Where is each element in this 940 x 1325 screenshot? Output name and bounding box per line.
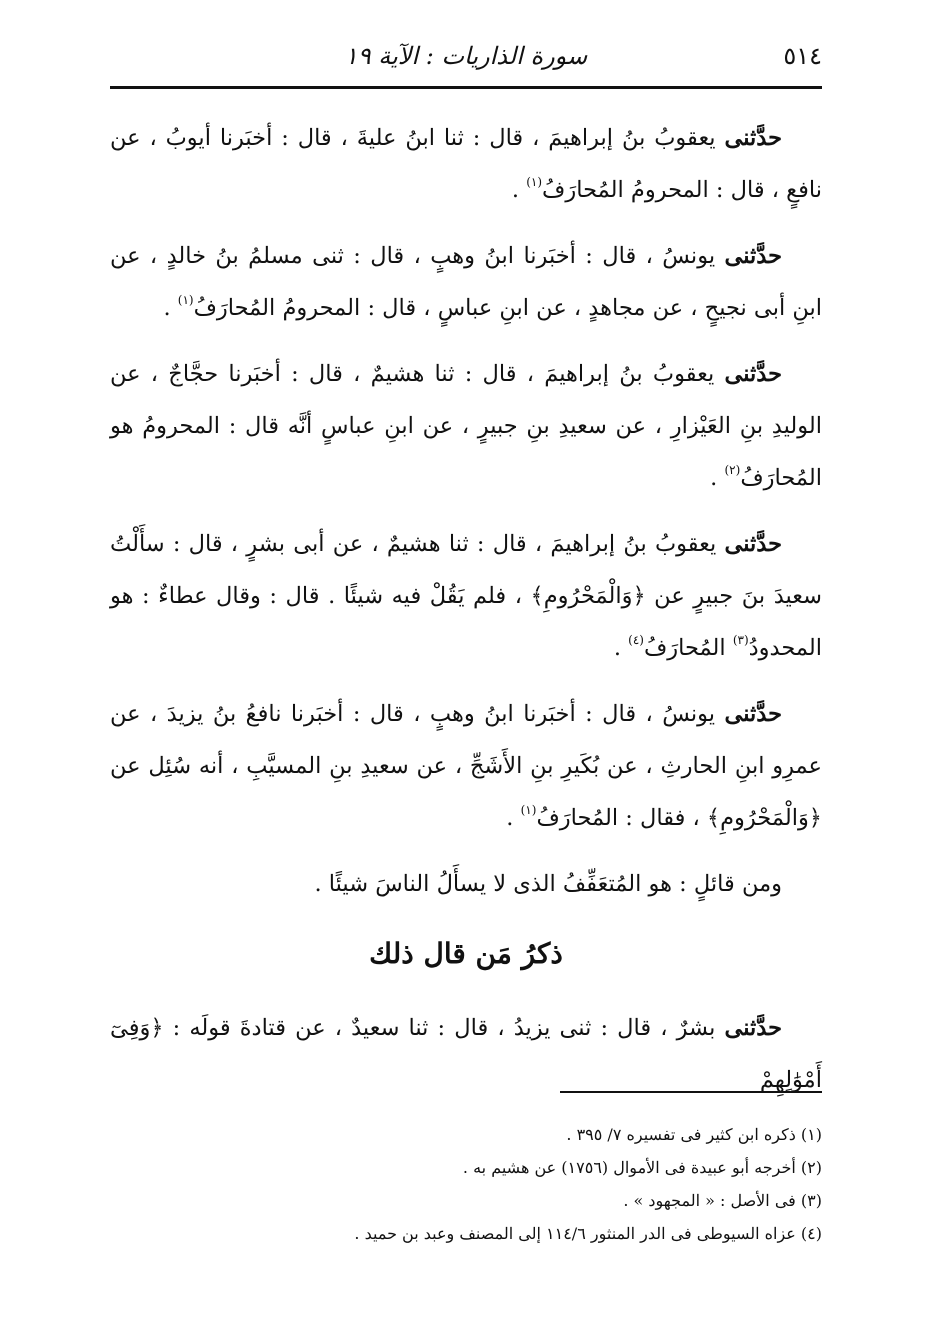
footnote-1: (١) ذكره ابن كثير فى تفسيره ٧/ ٣٩٥ . <box>566 1125 822 1144</box>
footnote-2: (٢) أخرجه أبو عبيدة فى الأموال (١٧٥٦) عن هشيم به . <box>462 1158 822 1177</box>
paragraph-tail: . <box>163 295 178 321</box>
paragraph-tail: . <box>506 805 521 831</box>
footnote-ref: (١) <box>177 293 194 307</box>
footnote-ref: (١) <box>520 803 537 817</box>
paragraph-lead: حدَّثنى <box>724 243 782 269</box>
footnote-3: (٣) فى الأصل : « المجهود » . <box>623 1191 822 1210</box>
paragraph-lead: حدَّثنى <box>724 125 782 151</box>
paragraph-lead: حدَّثنى <box>724 1015 782 1041</box>
header-rule <box>110 86 822 89</box>
paragraph-4 <box>110 518 822 674</box>
paragraph-5 <box>110 688 822 844</box>
paragraph-text: يعقوبُ بنُ إبراهيمَ ، قال : ثنا هشيمٌ ، عن أبى بشرٍ ، قال : سأَلْتُ سعيدَ بنَ جبيرٍ عن ﴿وَالْمَحْرُومِ﴾ ، فلم يَقُلْ فيه شيئًا . قال : وقال عطاءٌ : هو المحدودُ <box>110 531 822 661</box>
footnote-rule <box>560 1091 822 1093</box>
footnotes <box>110 1118 822 1250</box>
paragraph-tail: . <box>613 635 629 661</box>
paragraph-text: بشرٌ ، قال : ثنى يزيدُ ، قال : ثنا سعيدٌ ، عن قتادةَ قولَه : ﴿وَفِىٓ أَمْوَٰلِهِمْ <box>110 1015 822 1093</box>
running-title: سورة الذاريات : الآية ١٩ <box>344 42 588 70</box>
paragraph-text: يونسُ ، قال : أخبَرنا ابنُ وهبٍ ، قال : أخبَرنا نافعُ بنُ يزيدَ ، عن عمرِو ابنِ الحارثِ ، عن بُكَيرِ بنِ الأَشَجِّ ، عن سعيدِ بنِ المسيَّبِ ، أنه سُئِل عن ﴿وَالْمَحْرُومِ﴾ ، فقال : المُحارَفُ <box>110 701 822 831</box>
paragraph-tail: . <box>511 177 527 203</box>
paragraph-1 <box>110 112 822 216</box>
footnote-ref: (٤) <box>628 633 644 647</box>
paragraph-tail: . <box>710 465 725 491</box>
page-number: ٥١٤ <box>783 42 822 70</box>
paragraph-3 <box>110 348 822 504</box>
closing-line: ومن قائلٍ : هو المُتعَفِّفُ الذى لا يسأَلُ الناسَ شيئًا . <box>314 871 782 897</box>
paragraph-text: يعقوبُ بنُ إبراهيمَ ، قال : ثنا ابنُ عليةَ ، قال : أخبَرنا أيوبُ ، عن نافعٍ ، قال : المحرومُ المُحارَفُ <box>110 125 822 203</box>
paragraph-text: يونسُ ، قال : أخبَرنا ابنُ وهبٍ ، قال : ثنى مسلمُ بنُ خالدٍ ، عن ابنِ أبى نجيحٍ ، عن مجاهدٍ ، عن ابنِ عباسٍ ، قال : المحرومُ المُحارَفُ <box>110 243 822 321</box>
footnote-ref: (٢) <box>724 463 741 477</box>
footnote-4: (٤) عزاه السيوطى فى الدر المنثور ١١٤/٦ إلى المصنف وعبد بن حميد . <box>354 1224 822 1243</box>
paragraph-lead: حدَّثنى <box>724 701 782 727</box>
main-text <box>110 112 822 1120</box>
paragraph-2 <box>110 230 822 334</box>
paragraph-lead: حدَّثنى <box>724 361 782 387</box>
page-header <box>110 38 822 84</box>
paragraph-text-continued: المُحارَفُ <box>643 635 733 661</box>
paragraph-lead: حدَّثنى <box>724 531 782 557</box>
paragraph-text: يعقوبُ بنُ إبراهيمَ ، قال : ثنا هشيمٌ ، قال : أخبَرنا حجَّاجٌ ، عن الوليدِ بنِ العَيْزارِ ، عن سعيدِ بنِ جبيرٍ ، عن ابنِ عباسٍ أنَّه قال : المحرومُ هو المُحارَفُ <box>110 361 822 491</box>
footnote-ref: (١) <box>526 175 543 189</box>
footnote-ref: (٣) <box>732 633 749 647</box>
section-heading: ذكرُ مَن قال ذلك <box>369 937 563 970</box>
